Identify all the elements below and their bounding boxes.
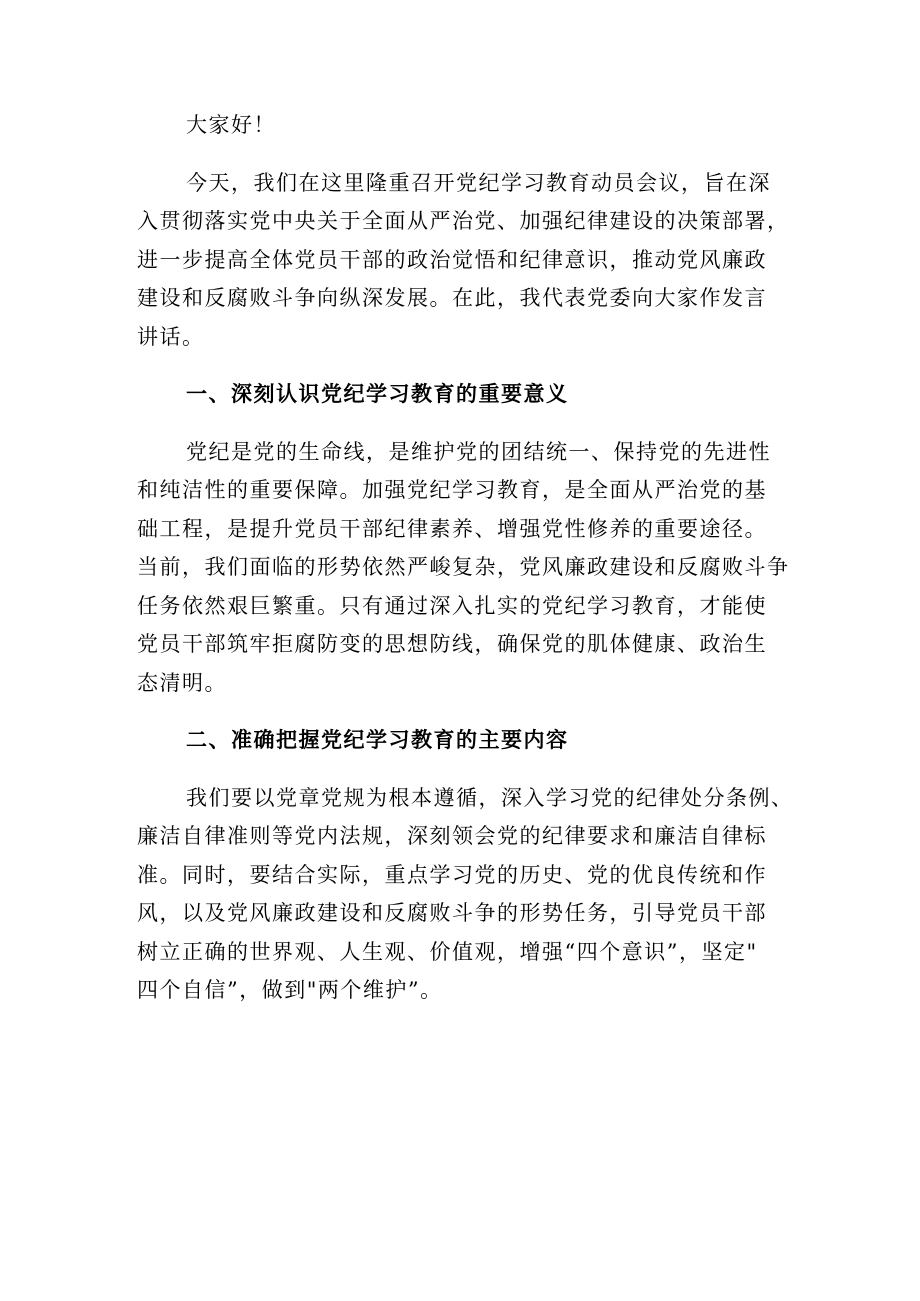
section-2-paragraph bbox=[137, 779, 794, 1010]
paragraph-line: 准。同时，要结合实际，重点学习党的历史、党的优良传统和作 bbox=[137, 862, 767, 887]
paragraph-line: 建设和反腐败斗争向纵深发展。在此，我代表党委向大家作发言 bbox=[137, 286, 767, 310]
paragraph-line: 党员干部筑牢拒腐防变的思想防线，确保党的肌体健康、政治生 bbox=[137, 632, 767, 656]
paragraph-line: 任务依然艰巨繁重。只有通过深入扎实的党纪学习教育，才能使 bbox=[137, 593, 767, 618]
section-2-heading: 二、准确把握党纪学习教育的主要内容 bbox=[186, 727, 569, 752]
paragraph-line: 态清明。 bbox=[137, 670, 227, 695]
paragraph-line: 风，以及党风廉政建设和反腐败斗争的形势任务，引导党员干部 bbox=[137, 901, 767, 925]
paragraph-line: 我们要以党章党规为根本遵循，深入学习党的纪律处分条例、 bbox=[186, 785, 794, 810]
paragraph-line: 今天，我们在这里隆重召开党纪学习教育动员会议，旨在深 bbox=[186, 170, 771, 195]
section-1-paragraph bbox=[137, 433, 790, 703]
paragraph-line: 党纪是党的生命线，是维护党的团结统一、保持党的先进性 bbox=[186, 439, 771, 464]
intro-paragraph bbox=[137, 164, 790, 357]
paragraph-line: 廉洁自律准则等党内法规，深刻领会党的纪律要求和廉洁自律标 bbox=[137, 824, 767, 848]
paragraph-line: 树立正确的世界观、人生观、价值观，增强“四个意识”，坚定" bbox=[137, 939, 758, 964]
paragraph-line: 讲话。 bbox=[137, 324, 205, 349]
paragraph-line: 和纯洁性的重要保障。加强党纪学习教育，是全面从严治党的基 bbox=[137, 478, 767, 502]
document-page bbox=[137, 106, 794, 1010]
section-1-heading: 一、深刻认识党纪学习教育的重要意义 bbox=[186, 381, 569, 406]
greeting: 大家好！ bbox=[186, 113, 276, 137]
paragraph-line: 础工程，是提升党员干部纪律素养、增强党性修养的重要途径。 bbox=[137, 516, 767, 541]
paragraph-line: 入贯彻落实党中央关于全面从严治党、加强纪律建设的决策部署， bbox=[137, 209, 790, 233]
paragraph-line: 进一步提高全体党员干部的政治觉悟和纪律意识，推动党风廉政 bbox=[137, 247, 767, 272]
paragraph-line: 当前，我们面临的形势依然严峻复杂，党风廉政建设和反腐败斗争 bbox=[137, 555, 790, 579]
paragraph-line: 四个自信”，做到"两个维护”。 bbox=[137, 978, 443, 1002]
